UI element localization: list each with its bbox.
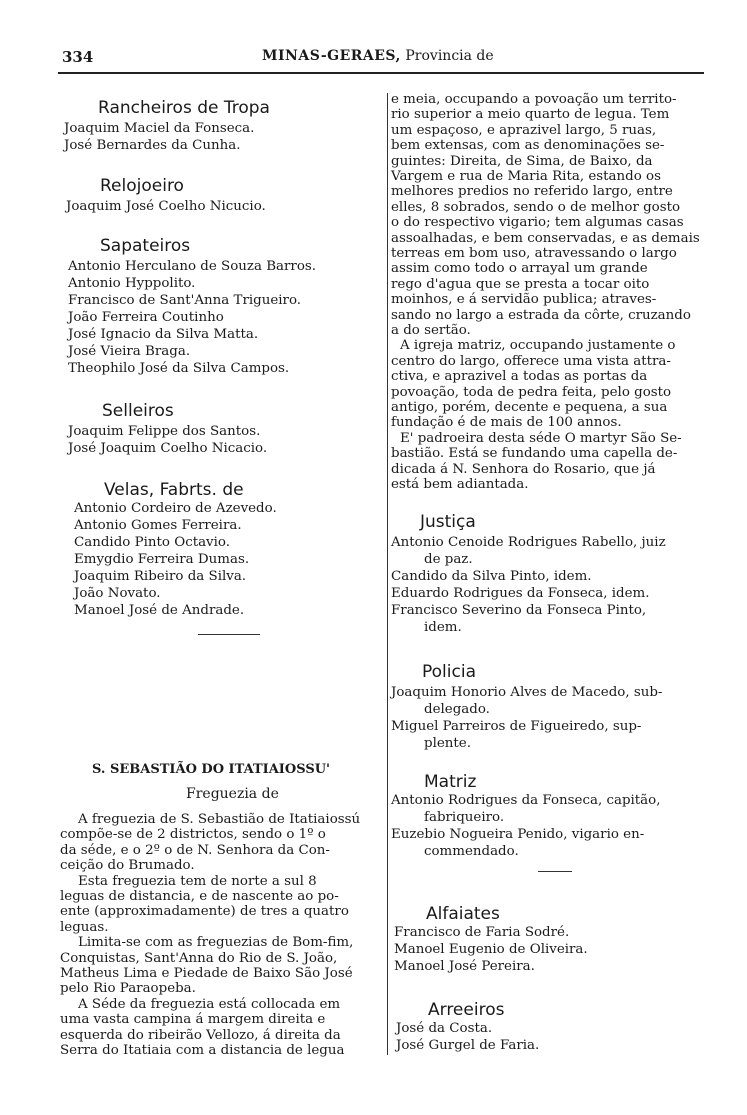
list-item: José Bernardes da Cunha.: [64, 138, 241, 153]
list-item: José Gurgel de Faria.: [396, 1038, 540, 1053]
heading-arreeiros: Arreeiros: [428, 1000, 505, 1020]
page-number: 334: [62, 48, 94, 66]
paragraph-line: o do respectivo vigario; tem algumas casas: [391, 215, 684, 231]
list-item: José Vieira Braga.: [68, 344, 191, 359]
paragraph-line: assim como todo o arrayal um grande: [391, 261, 648, 277]
heading-justica: Justiça: [420, 512, 476, 532]
list-item: commendado.: [424, 844, 519, 859]
paragraph-line: Conquistas, Sant'Anna do Rio de S. João,: [60, 950, 338, 966]
running-head-title: MINAS-GERAES,: [262, 48, 401, 64]
list-item: João Novato.: [74, 586, 161, 601]
paragraph-line: um espaçoso, e aprazivel largo, 5 ruas,: [391, 122, 657, 138]
paragraph-line: Limita-se com as freguezias de Bom-fim,: [78, 935, 354, 951]
paragraph-line: guintes: Direita, de Sima, de Baixo, da: [391, 153, 653, 169]
list-item: Antonio Cenoide Rodrigues Rabello, juiz: [391, 535, 666, 550]
paragraph-line: Serra do Itatiaia com a distancia de legua: [60, 1043, 345, 1058]
list-item: Antonio Herculano de Souza Barros.: [68, 259, 317, 274]
list-item: Antonio Gomes Ferreira.: [74, 518, 242, 533]
list-item: Candido da Silva Pinto, idem.: [391, 569, 592, 584]
list-item: Miguel Parreiros de Figueiredo, sup-: [391, 719, 642, 734]
paragraph-line: rego d'agua que se presta a tocar oito: [391, 276, 650, 292]
paragraph-line: leguas.: [60, 919, 109, 935]
paragraph-line: está bem adiantada.: [391, 477, 529, 492]
paragraph-line: Matheus Lima e Piedade de Baixo São José: [60, 966, 353, 981]
paragraph-line: A Séde da freguezia está collocada em: [78, 996, 341, 1012]
list-item: Joaquim Maciel da Fonseca.: [64, 121, 255, 136]
paragraph-line: bastião. Está se fundando uma capella de-: [391, 446, 678, 462]
paragraph-line: e meia, occupando a povoação um territo-: [391, 92, 677, 107]
header-rule: [58, 72, 704, 74]
section-separator: [538, 871, 572, 872]
section-subtitle: Freguezia de: [186, 786, 279, 802]
list-item: Emygdio Ferreira Dumas.: [74, 552, 250, 567]
list-item: Francisco de Faria Sodré.: [394, 925, 570, 940]
list-item: Euzebio Nogueira Penido, vigario en-: [391, 827, 645, 842]
list-item: Manoel José de Andrade.: [74, 603, 245, 618]
paragraph-line: ctiva, e aprazivel a todas as portas da: [391, 369, 648, 385]
heading-velas: Velas, Fabrts. de: [104, 480, 244, 500]
list-item: de paz.: [424, 552, 473, 567]
paragraph-line: da séde, e o 2º o de N. Senhora da Con-: [60, 842, 330, 858]
list-item: João Ferreira Coutinho: [68, 310, 224, 325]
paragraph-line: assoalhadas, e bem conservadas, e as demais: [391, 230, 700, 246]
list-item: Antonio Cordeiro de Azevedo.: [74, 501, 277, 516]
paragraph-line: antigo, porém, decente e pequena, a sua: [391, 400, 668, 415]
list-item: Theophilo José da Silva Campos.: [68, 361, 290, 376]
list-item: Joaquim Ribeiro da Silva.: [74, 569, 247, 584]
heading-relojoeiro: Relojoeiro: [100, 176, 184, 196]
paragraph-line: leguas de distancia, e de nascente ao po-: [60, 889, 339, 904]
list-item: Francisco Severino da Fonseca Pinto,: [391, 603, 647, 618]
heading-sapateiros: Sapateiros: [100, 236, 191, 256]
section-title: S. SEBASTIÃO DO ITATIAIOSSU': [92, 762, 331, 777]
paragraph-line: sando no largo a estrada da côrte, cruzando: [391, 307, 691, 323]
paragraph-line: centro do largo, offerece uma vista attra-: [391, 353, 671, 369]
list-item: Manoel José Pereira.: [394, 959, 535, 974]
list-item: Francisco de Sant'Anna Trigueiro.: [68, 293, 302, 308]
paragraph-line: ente (approximadamente) de tres a quatro: [60, 904, 349, 920]
list-item: José Ignacio da Silva Matta.: [68, 327, 259, 342]
paragraph-line: bem extensas, com as denominações se-: [391, 138, 665, 154]
list-item: fabriqueiro.: [424, 810, 505, 825]
list-item: Joaquim Felippe dos Santos.: [68, 424, 261, 439]
paragraph-line: dicada á N. Senhora do Rosario, que já: [391, 461, 656, 477]
paragraph-line: A igreja matriz, occupando justamente o: [400, 338, 676, 354]
heading-selleiros: Selleiros: [102, 401, 174, 421]
list-item: idem.: [424, 620, 462, 635]
heading-policia: Policia: [422, 662, 476, 682]
paragraph-line: a do sertão.: [391, 323, 471, 338]
running-head: [262, 48, 494, 64]
list-item: Joaquim José Coelho Nicucio.: [66, 199, 266, 214]
paragraph-line: E' padroeira desta séde O martyr São Se-: [400, 430, 682, 446]
list-item: Manoel Eugenio de Oliveira.: [394, 942, 588, 957]
section-separator: [198, 634, 260, 635]
list-item: plente.: [424, 736, 471, 751]
heading-rancheiros: Rancheiros de Tropa: [98, 98, 270, 118]
paragraph-line: Esta freguezia tem de norte a sul 8: [78, 873, 317, 889]
paragraph-line: elles, 8 sobrados, sendo o de melhor gosto: [391, 199, 681, 215]
running-head-province: Provincia de: [405, 48, 494, 64]
list-item: Eduardo Rodrigues da Fonseca, idem.: [391, 586, 650, 601]
column-divider: [387, 93, 388, 1055]
paragraph-line: A freguezia de S. Sebastião de Itatiaiossú: [78, 812, 361, 827]
paragraph-line: rio superior a meio quarto de legua. Tem: [391, 107, 670, 123]
list-item: Antonio Hyppolito.: [68, 276, 196, 291]
list-item: Antonio Rodrigues da Fonseca, capitão,: [391, 793, 661, 808]
paragraph-line: Vargem e rua de Maria Rita, estando os: [391, 169, 661, 184]
paragraph-line: esquerda do ribeirão Vellozo, á direita da: [60, 1027, 341, 1043]
heading-matriz: Matriz: [424, 772, 477, 792]
list-item: Candido Pinto Octavio.: [74, 535, 230, 550]
paragraph-line: ceição do Brumado.: [60, 858, 195, 874]
paragraph-line: terreas em bom uso, atravessando o largo: [391, 246, 677, 261]
paragraph-line: melhores predios no referido largo, entre: [391, 184, 673, 200]
list-item: delegado.: [424, 702, 490, 717]
paragraph-line: fundação é de mais de 100 annos.: [391, 415, 622, 431]
heading-alfaiates: Alfaiates: [426, 904, 500, 924]
list-item: Joaquim Honorio Alves de Macedo, sub-: [391, 685, 663, 700]
list-item: José Joaquim Coelho Nicacio.: [68, 441, 268, 456]
paragraph-line: compõe-se de 2 districtos, sendo o 1º o: [60, 827, 326, 843]
list-item: José da Costa.: [396, 1021, 493, 1036]
paragraph-line: uma vasta campina á margem direita e: [60, 1012, 326, 1028]
paragraph-line: pelo Rio Paraopeba.: [60, 981, 196, 997]
paragraph-line: moinhos, e á servidão publica; atraves-: [391, 292, 657, 308]
paragraph-line: povoação, toda de pedra feita, pelo gosto: [391, 384, 672, 400]
